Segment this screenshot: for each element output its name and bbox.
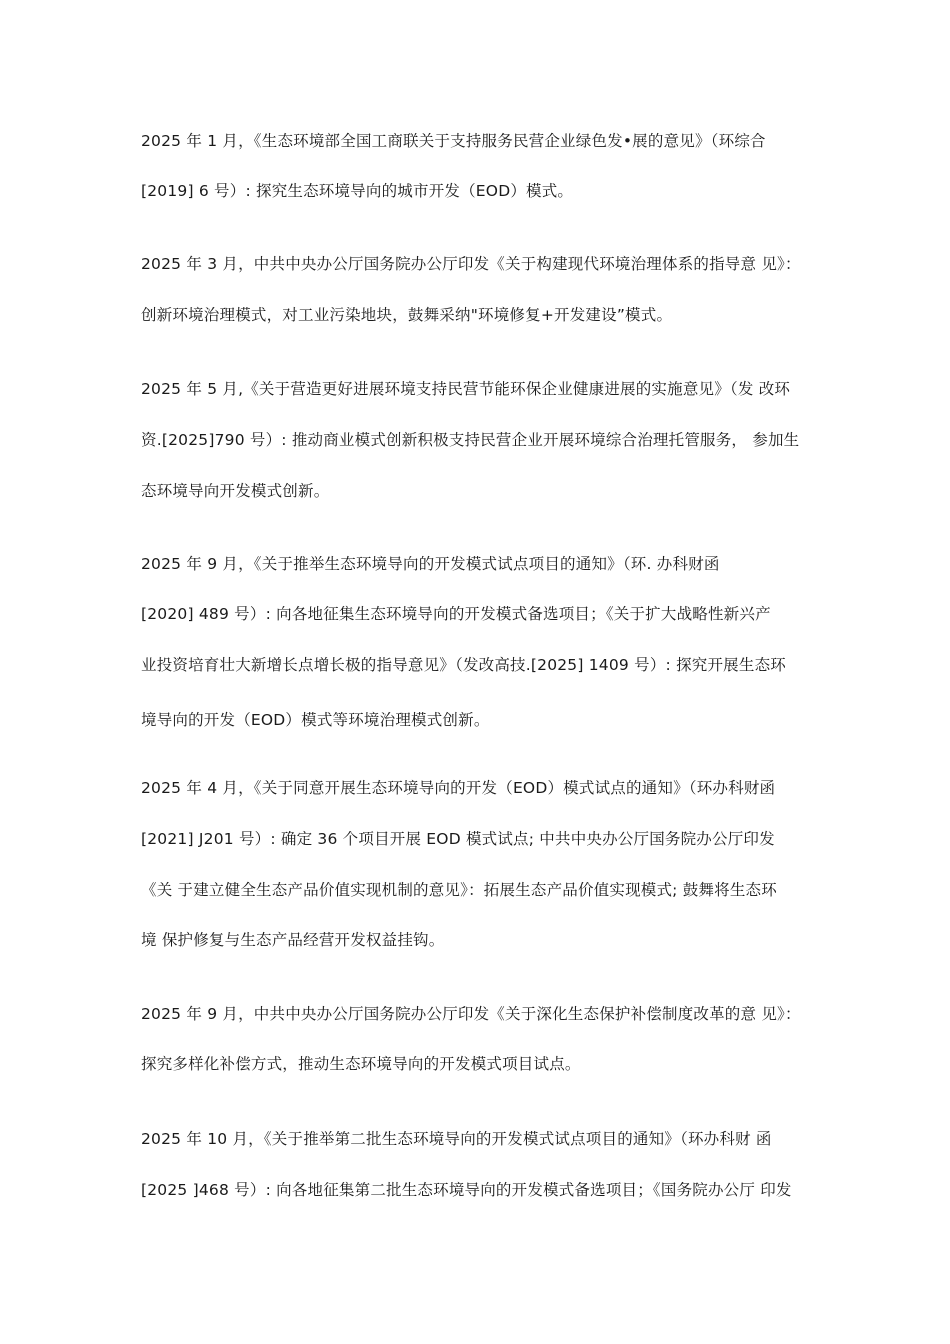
- text-line: [2025 ]468 号）: 向各地征集第二批生态环境导向的开发模式备选项目；《国务院办公厅 印发: [141, 1181, 792, 1199]
- text-line: 2025 年 9 月，中共中央办公厅国务院办公厅印发《关于深化生态保护补偿制度改革的意 见》：: [141, 1005, 801, 1023]
- text-line: 资.[2025]790 号）: 推动商业模式创新积极支持民营企业开展环境综合治理托管服务， 参加生: [141, 431, 800, 449]
- text-line: 2025 年 3 月，中共中央办公厅国务院办公厅印发《关于构建现代环境治理体系的指导意 见》：: [141, 255, 801, 273]
- text-line: 境导向的开发（EOD）模式等环境治理模式创新。: [141, 711, 490, 729]
- text-line: [2020] 489 号）: 向各地征集生态环境导向的开发模式备选项目；《关于扩大战略性新兴产: [141, 605, 771, 623]
- text-line: 业投资培育壮大新增长点增长极的指导意见》（发改高技.[2025] 1409 号）: 探究开展生态环: [141, 656, 786, 674]
- text-line: 《关 于建立健全生态产品价值实现机制的意见》：拓展生态产品价值实现模式; 鼓舞将生态环: [141, 881, 777, 899]
- text-line: 创新环境治理模式，对工业污染地块，鼓舞采纳"环境修复+开发建设”模式。: [141, 306, 673, 324]
- text-line: 态环境导向开发模式创新。: [141, 482, 330, 500]
- text-line: 2025 年 10 月，《关于推举第二批生态环境导向的开发模式试点项目的通知》（环办科财 函: [141, 1130, 772, 1148]
- text-line: [2019] 6 号）: 探究生态环境导向的城市开发（EOD）模式。: [141, 182, 574, 200]
- text-line: 2025 年 9 月，《关于推举生态环境导向的开发模式试点项目的通知》（环. 办科财函: [141, 555, 720, 573]
- text-line: 探究多样化补偿方式，推动生态环境导向的开发模式项目试点。: [141, 1055, 581, 1073]
- text-line: [2021] J201 号）: 确定 36 个项目开展 EOD 模式试点; 中共中央办公厅国务院办公厅印发: [141, 830, 775, 848]
- text-line: 2025 年 4 月，《关于同意开展生态环境导向的开发（EOD）模式试点的通知》（环办科财函: [141, 779, 776, 797]
- text-line: 2025 年 1 月，《生态环境部全国工商联关于支持服务民营企业绿色发•展的意见》（环综合: [141, 132, 766, 150]
- text-line: 2025 年 5 月,《关于营造更好进展环境支持民营节能环保企业健康进展的实施意见》（发 改环: [141, 380, 791, 398]
- text-line: 境 保护修复与生态产品经营开发权益挂钩。: [141, 931, 445, 949]
